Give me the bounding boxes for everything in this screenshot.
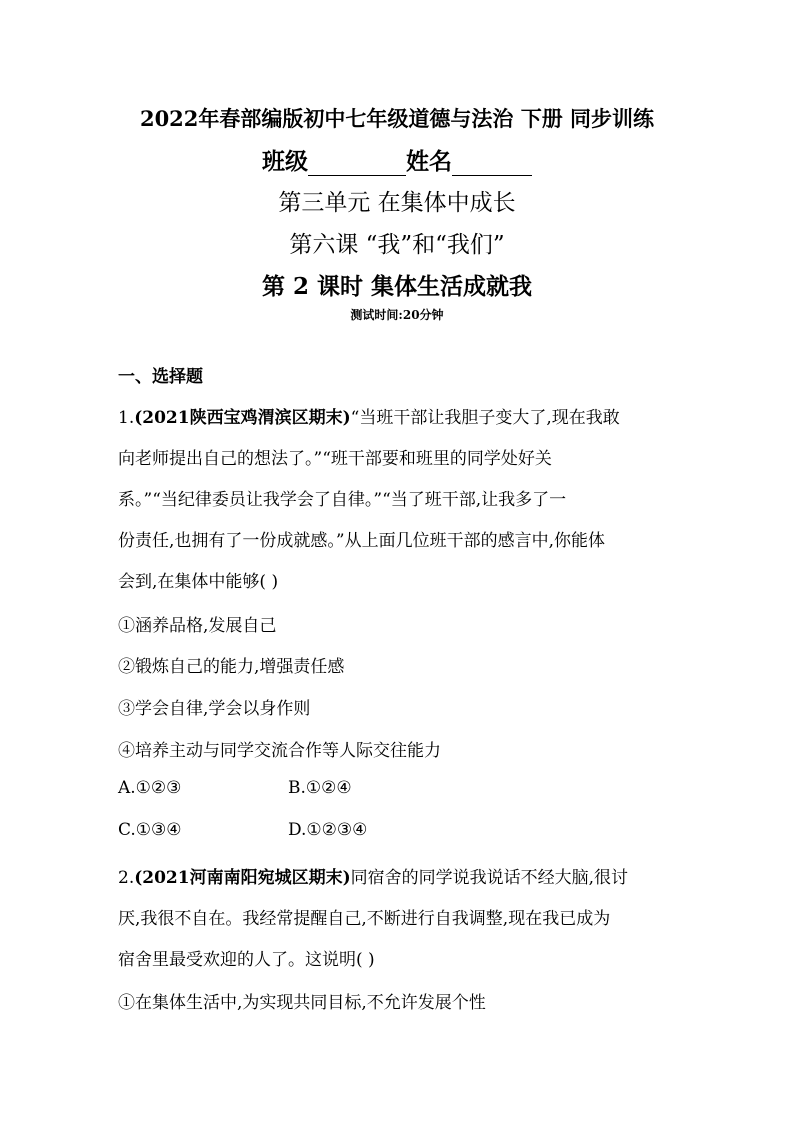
name-label: 姓名 — [406, 148, 452, 175]
q1-line-2: 向老师提出自己的想法了。”“班干部要和班里的同学处好关 — [118, 449, 552, 469]
q2-item-1: ①在集体生活中,为实现共同目标,不允许发展个性 — [118, 993, 486, 1013]
q2-line-2: 厌,我很不自在。我经常提醒自己,不断进行自我调整,现在我已成为 — [118, 909, 611, 929]
q1-option-d[interactable]: D.①②③④ — [288, 820, 368, 840]
q2-line-1 — [118, 863, 628, 888]
q2-number: 2. — [118, 868, 135, 888]
q2-text-1: 同宿舍的同学说我说话不经大脑,很讨 — [350, 868, 629, 888]
q1-option-a[interactable]: A.①②③ — [118, 778, 182, 798]
name-blank[interactable] — [452, 149, 532, 176]
class-name-line — [0, 143, 794, 176]
test-time: 测试时间:20分钟 — [350, 308, 444, 322]
q1-option-b[interactable]: B.①②④ — [288, 778, 352, 798]
q1-line-5: 会到,在集体中能够( ) — [118, 572, 279, 592]
unit-heading: 第三单元 在集体中成长 — [278, 190, 516, 216]
q2-source: (2021河南南阳宛城区期末) — [134, 868, 351, 888]
q1-line-1 — [118, 403, 620, 428]
q1-item-2: ②锻炼自己的能力,增强责任感 — [118, 657, 345, 677]
section-title: 一、选择题 — [118, 367, 203, 387]
q1-line-3: 系。”“当纪律委员让我学会了自律。”“当了班干部,让我多了一 — [118, 490, 567, 510]
period-heading: 第 2 课时 集体生活成就我 — [261, 273, 533, 300]
class-label: 班级 — [262, 148, 308, 175]
q1-source: (2021陕西宝鸡渭滨区期末) — [134, 408, 351, 428]
q1-item-4: ④培养主动与同学交流合作等人际交往能力 — [118, 741, 441, 761]
class-blank[interactable] — [308, 149, 406, 176]
document-title: 2022年春部编版初中七年级道德与法治 下册 同步训练 — [139, 106, 655, 131]
q2-line-3: 宿舍里最受欢迎的人了。这说明( ) — [118, 950, 375, 970]
q1-text-1: “当班干部让我胆子变大了,现在我敢 — [350, 408, 620, 428]
q1-number: 1. — [118, 408, 135, 428]
q1-option-c[interactable]: C.①③④ — [118, 820, 182, 840]
q1-line-4: 份责任,也拥有了一份成就感。”从上面几位班干部的感言中,你能体 — [118, 531, 605, 551]
q1-item-1: ①涵养品格,发展自己 — [118, 616, 277, 636]
lesson-heading: 第六课 “我”和“我们” — [289, 232, 505, 258]
q1-item-3: ③学会自律,学会以身作则 — [118, 699, 311, 719]
